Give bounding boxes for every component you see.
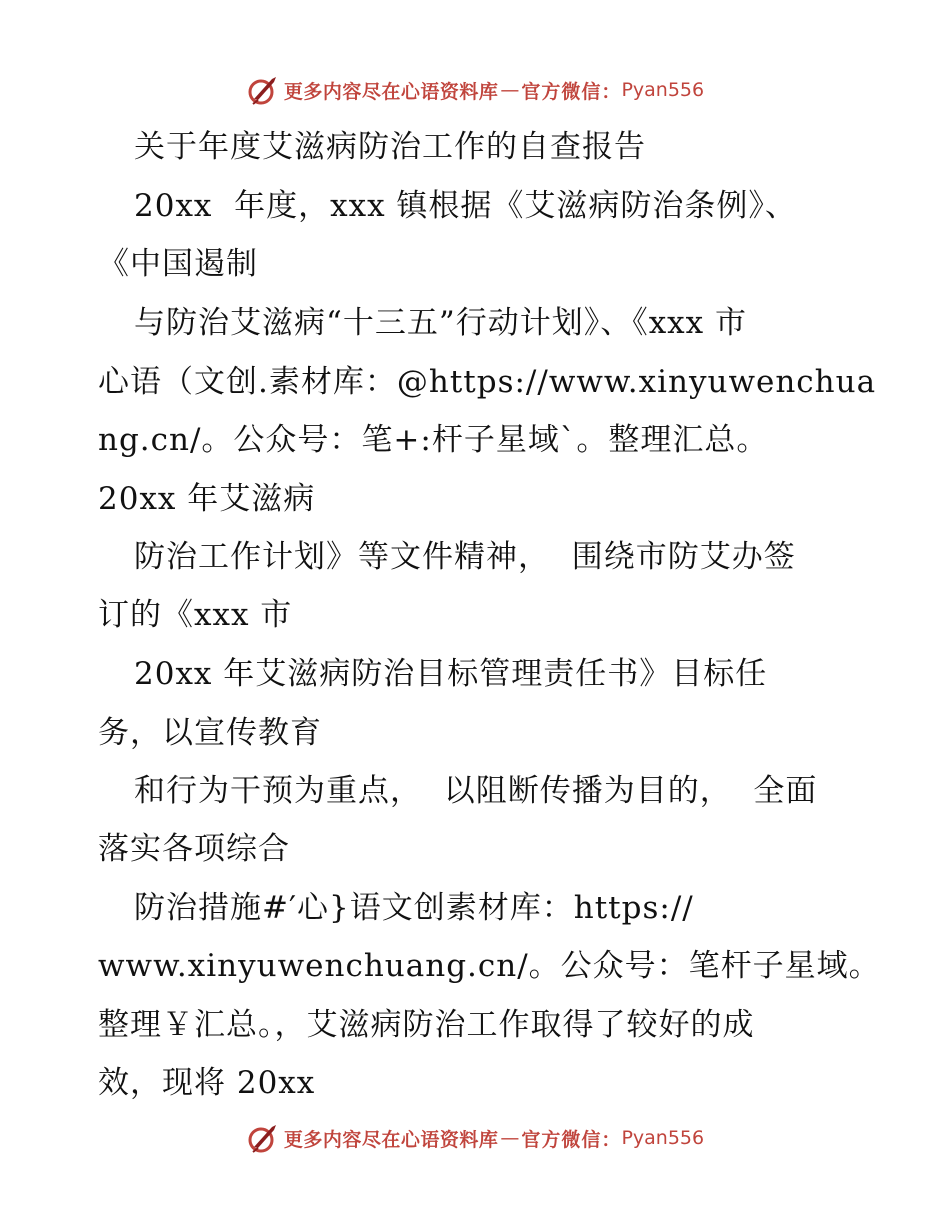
wechat-id: Pyan556 bbox=[621, 79, 705, 101]
text-line: 20xx 年艾滋病防治目标管理责任书》目标任 bbox=[134, 656, 768, 692]
document-title: 关于年度艾滋病防治工作的自查报告 bbox=[134, 129, 646, 165]
text-line: 20xx 年度，xxx 镇根据《艾滋病防治条例》、 bbox=[134, 188, 797, 224]
header-watermark-banner bbox=[0, 70, 950, 110]
text-line: 与防治艾滋病“十三五”行动计划》、《xxx 市 bbox=[134, 305, 747, 341]
quill-logo-icon bbox=[246, 1121, 280, 1155]
text-line: 和行为干预为重点， 以阻断传播为目的， 全面 bbox=[134, 773, 818, 809]
text-line: 务，以宣传教育 bbox=[98, 715, 322, 751]
text-line: www.xinyuwenchuang.cn/。公众号：笔杆子星域。 bbox=[98, 948, 881, 984]
quill-logo-icon bbox=[246, 73, 280, 107]
watermark-dash: — bbox=[500, 79, 520, 101]
text-line: 整理￥汇总。，艾滋病防治工作取得了较好的成 bbox=[98, 1007, 755, 1043]
watermark-text: 更多内容尽在心语资料库 bbox=[283, 1128, 499, 1151]
text-line: ng.cn/。公众号：笔+:杆子星域`。整理汇总。 bbox=[98, 422, 769, 458]
footer-watermark-banner bbox=[0, 1118, 950, 1158]
watermark-dash: — bbox=[500, 1127, 520, 1149]
wechat-label: 官方微信： bbox=[521, 80, 622, 103]
wechat-id: Pyan556 bbox=[621, 1127, 705, 1149]
text-line: 效，现将 20xx bbox=[98, 1065, 316, 1101]
watermark-text: 更多内容尽在心语资料库 bbox=[283, 80, 499, 103]
text-line: 防治工作计划》等文件精神， 围绕市防艾办签 bbox=[134, 539, 796, 575]
text-line: 20xx 年艾滋病 bbox=[98, 481, 316, 517]
text-line: 落实各项综合 bbox=[98, 831, 290, 867]
text-line: 心语（文创.素材库：@https://www.xinyuwenchua bbox=[98, 364, 877, 400]
wechat-label: 官方微信： bbox=[521, 1128, 622, 1151]
text-line: 订的《xxx 市 bbox=[98, 597, 293, 633]
text-line: 防治措施#′心}语文创素材库：https:// bbox=[134, 890, 694, 926]
text-line: 《中国遏制 bbox=[98, 246, 258, 282]
